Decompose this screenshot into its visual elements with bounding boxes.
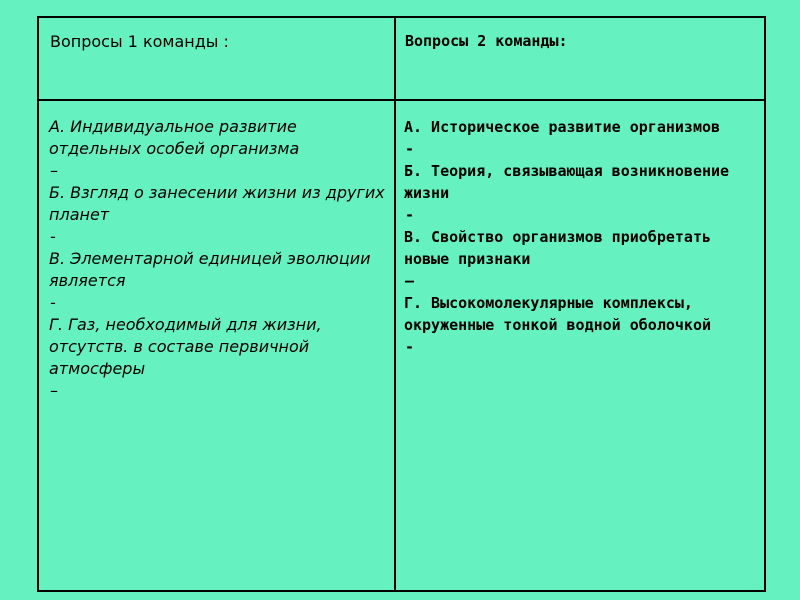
- answer-dash: –: [50, 381, 58, 400]
- questions-row: [38, 100, 765, 591]
- answer-dash: –: [50, 161, 58, 180]
- team1-questions-cell: [38, 100, 395, 591]
- answer-dash: -: [404, 338, 414, 356]
- answer-dash: -: [404, 140, 414, 158]
- team2-header: Вопросы 2 команды:: [395, 17, 765, 100]
- team1-question-a: А. Индивидуальное развитие отдельных особей организма: [49, 117, 300, 158]
- team2-question-b: Б. Теория, связывающая возникновение жизни: [403, 162, 730, 202]
- team2-questions-cell: [395, 100, 765, 591]
- header-row: [38, 17, 765, 100]
- team2-question-a: А. Историческое развитие организмов: [403, 118, 721, 136]
- answer-dash: -: [404, 206, 414, 224]
- answer-dash: -: [50, 293, 56, 312]
- answer-dash: –: [404, 272, 414, 290]
- team2-question-c: В. Свойство организмов приобретать новые признаки: [403, 228, 712, 268]
- answer-dash: -: [50, 227, 56, 246]
- team1-question-b: Б. Взгляд о занесении жизни из других планет: [49, 183, 385, 224]
- questions-table: [37, 16, 766, 592]
- team2-question-d: Г. Высокомолекулярные комплексы, окруженные тонкой водной оболочкой: [403, 294, 712, 334]
- team1-header: Вопросы 1 команды :: [38, 17, 395, 100]
- team1-question-c: В. Элементарной единицей эволюции является: [49, 249, 371, 290]
- team1-question-d: Г. Газ, необходимый для жизни, отсутств. в составе первичной атмосферы: [49, 315, 322, 378]
